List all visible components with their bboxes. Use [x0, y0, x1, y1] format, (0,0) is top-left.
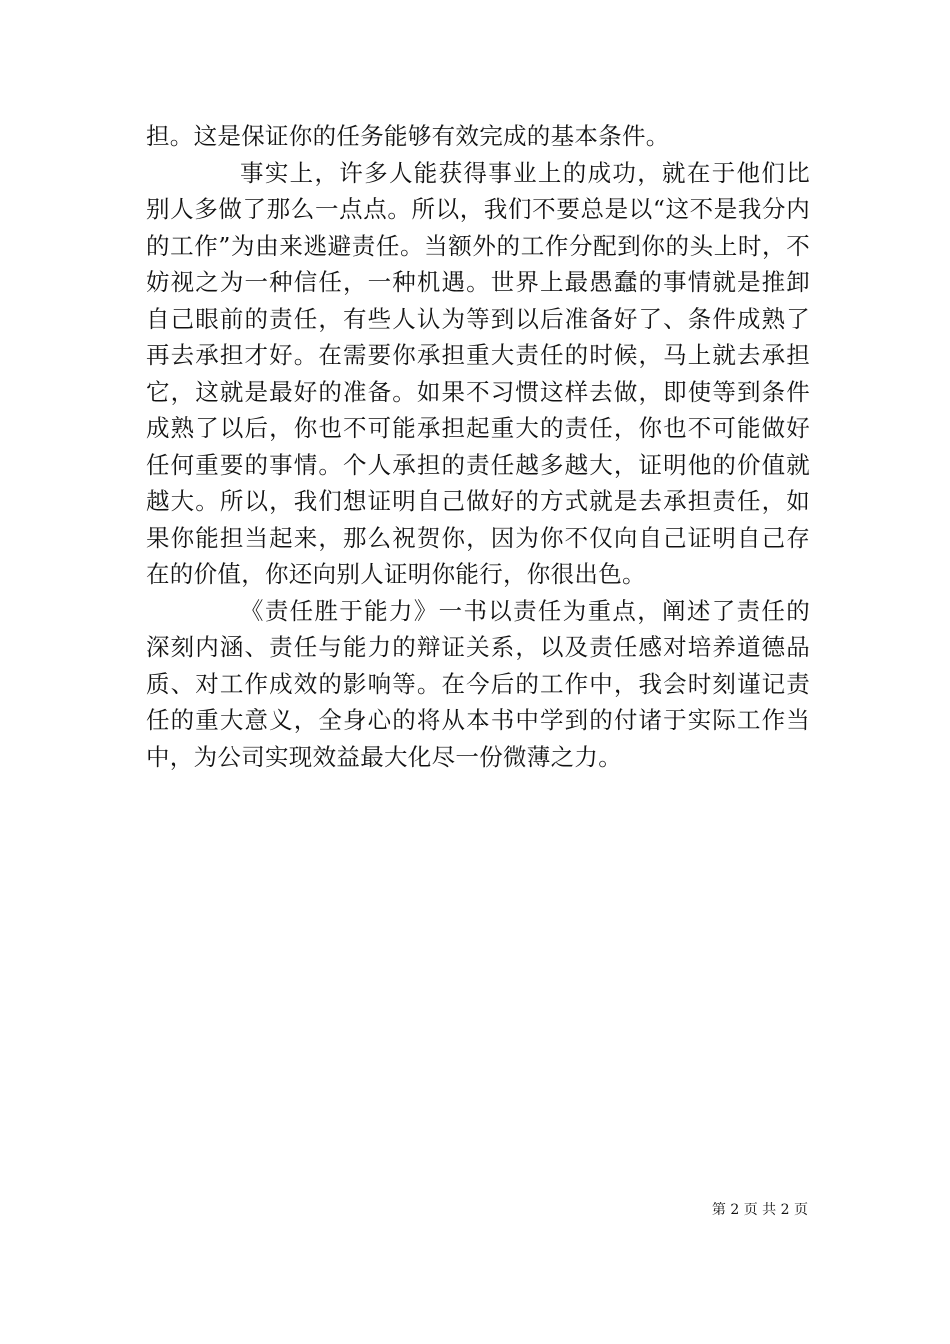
paragraph-continuation: 担。这是保证你的任务能够有效完成的基本条件。	[146, 122, 670, 150]
page-number-footer: 第 2 页 共 2 页	[711, 1202, 808, 1218]
paragraph-responsibility: 事实上，许多人能获得事业上的成功，就在于他们比别人多做了那么一点点。所以，我们不要总是以“这不是我分内的工作”为由来逃避责任。当额外的工作分配到你的头上时，不妨视之为一种信任，一种机遇。世界上最愚蠢的事情就是推卸自己眼前的责任，有些人认为等到以后准备好了、条件成熟了再去承担才好。在需要你承担重大责任的时候，马上就去承担它，这就是最好的准备。如果不习惯这样去做，即使等到条件成熟了以后，你也不可能承担起重大的责任，你也不可能做好任何重要的事情。个人承担的责任越多越大，证明他的价值就越大。所以，我们想证明自己做好的方式就是去承担责任，如果你能担当起来，那么祝贺你，因为你不仅向自己证明自己存在的价值，你还向别人证明你能行，你很出色。	[146, 158, 810, 588]
paragraph-conclusion: 《责任胜于能力》一书以责任为重点，阐述了责任的深刻内涵、责任与能力的辩证关系，以及责任感对培养道德品质、对工作成效的影响等。在今后的工作中，我会时刻谨记责任的重大意义，全身心的将从本书中学到的付诸于实际工作当中，为公司实现效益最大化尽一份微薄之力。	[146, 596, 810, 771]
document-body	[146, 118, 810, 775]
